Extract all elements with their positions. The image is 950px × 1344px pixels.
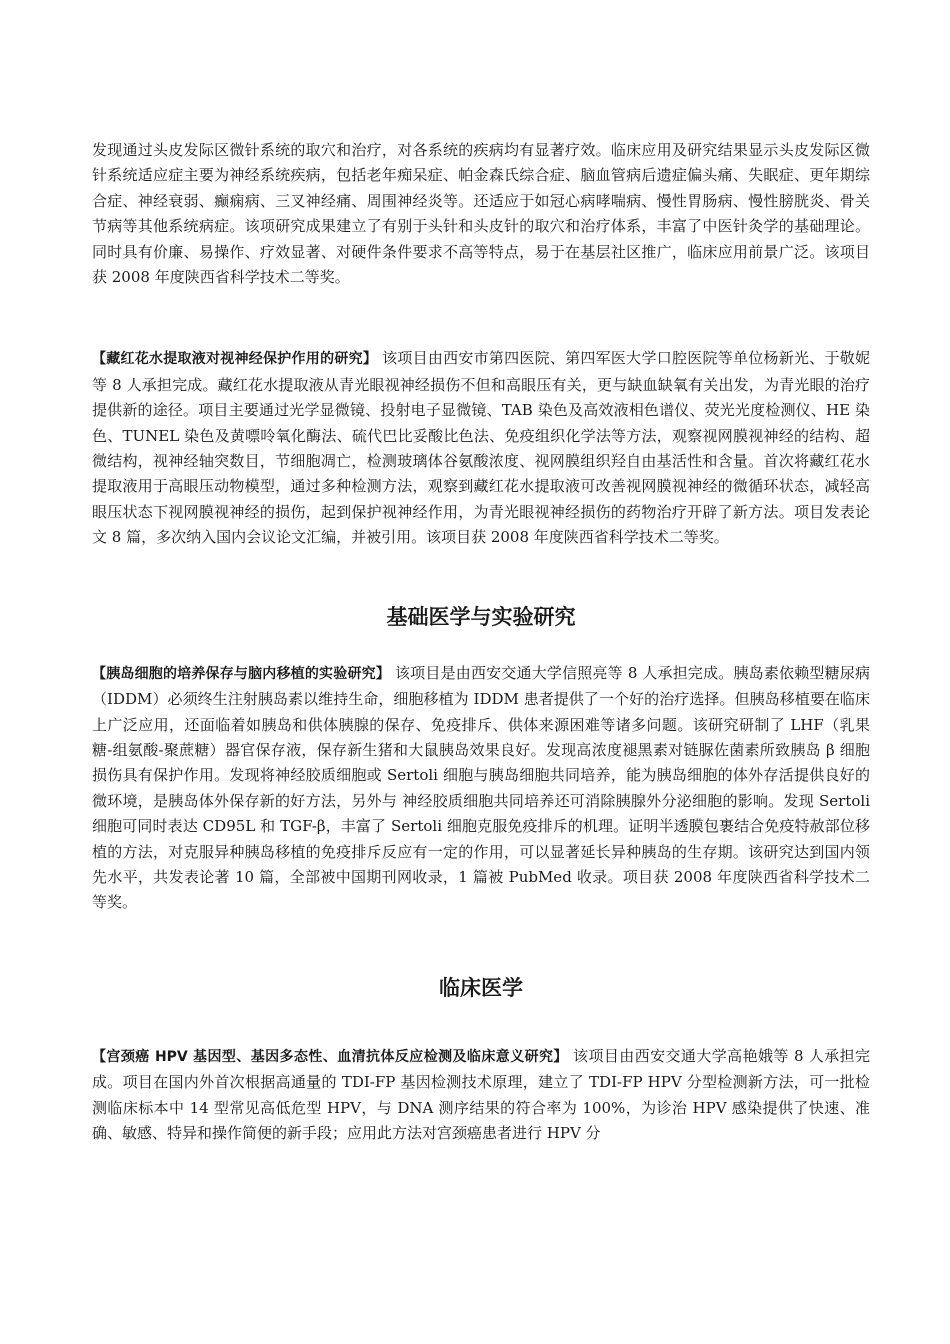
section-heading-clinical-medicine: 临床医学	[439, 975, 523, 1000]
section-heading-basic-medicine: 基础医学与实验研究	[386, 604, 576, 629]
paragraph-text: 该项目是由西安交通大学信照亮等 8 人承担完成。胰岛素依赖型糖尿病（IDDM）必须终生注射胰岛素以维持生命，细胞移植为 IDDM 患者提供了一个好的治疗选择。但胰岛移植要在临床上广泛应用，还面临着如胰岛和供体胰腺的保存、免疫排斥、供体来源困难等诸多问题。该研究研制了 LHF（乳果糖-组氨酸-聚蔗糖）器官保存液，保存新生猪和大鼠胰岛效果良好。发现高浓度褪黑素对链脲佐菌素所致胰岛 β 细胞损伤具有保护作用。发现将神经胶质细胞或 Sertoli 细胞与胰岛细胞共同培养，能为胰岛细胞的体外存活提供良好的微环境，是胰岛体外保存新的好方法，另外与 神经胶质细胞共同培养还可消除胰腺外分泌细胞的影响。发现 Sertoli 细胞可同时表达 CD95L 和 TGF-β，丰富了 Sertoli 细胞克服免疫排斥的机理。证明半透膜包裹结合免疫特赦部位移植的方法，对克服异种胰岛移植的免疫排斥反应有一定的作用，可以显著延长异种胰岛的生存期。该研究达到国内领先水平，共发表论著 10 篇，全部被中国期刊网收录，1 篇被 PubMed 收录。项目获 2008 年度陕西省科学技术二等奖。	[92, 663, 871, 912]
paragraph-saffron-extract	[92, 346, 870, 550]
paragraph-text: 该项目由西安市第四医院、第四军医大学口腔医院等单位杨新光、于敬妮等 8 人承担完成。藏红花水提取液从青光眼视神经损伤不但和高眼压有关，更与缺血缺氧有关出发，为青光眼的治疗提供新的途径。项目主要通过光学显微镜、投射电子显微镜、TAB 染色及高效液相色谱仪、荧光光度检测仪、HE 染色、TUNEL 染色及黄嘌呤氧化酶法、硫代巴比妥酸比色法、免疫组织化学法等方法，观察视网膜视神经的结构、超微结构，视神经轴突数目，节细胞凋亡，检测玻璃体谷氨酸浓度、视网膜组织羟自由基活性和含量。首次将藏红花水提取液用于高眼压动物模型，通过多种检测方法，观察到藏红花水提取液可改善视网膜视神经的微循环状态，减轻高眼压状态下视网膜视神经的损伤，起到保护视神经作用，为青光眼视神经损伤的药物治疗开辟了新方法。项目发表论文 8 篇，多次纳入国内会议论文汇编，并被引用。该项目获 2008 年度陕西省科学技术二等奖。	[92, 349, 871, 547]
paragraph-title: 【藏红花水提取液对视神经保护作用的研究】	[92, 351, 378, 368]
paragraph-title: 【宫颈癌 HPV 基因型、基因多态性、血清抗体反应检测及临床意义研究】	[92, 1048, 568, 1065]
paragraph-scalp-microneedle	[92, 138, 870, 290]
paragraph-text: 发现通过头皮发际区微针系统的取穴和治疗，对各系统的疾病均有显著疗效。临床应用及研究结果显示头皮发际区微针系统适应症主要为神经系统疾病，包括老年痴呆症、帕金森氏综合症、脑血管病后遗症偏头痛、失眠症、更年期综合症、神经衰弱、癫痫病、三叉神经痛、周围神经炎等。还适应于如冠心病哮喘病、慢性胃肠病、慢性膀胱炎、骨关节病等其他系统病症。该项研究成果建立了有别于头针和头皮针的取穴和治疗体系，丰富了中医针灸学的基础理论。同时具有价廉、易操作、疗效显著、对硬件条件要求不高等特点，易于在基层社区推广，临床应用前景广泛。该项目获 2008 年度陕西省科学技术二等奖。	[92, 141, 870, 287]
paragraph-text: 该项目由西安交通大学高艳娥等 8 人承担完成。项目在国内外首次根据高通量的 TDI-FP 基因检测技术原理，建立了 TDI-FP HPV 分型检测新方法，可一批检测临床标本中 14 型常见高低危型 HPV，与 DNA 测序结果的符合率为 100%，为诊治 HPV 感染提供了快速、准确、敏感、特异和操作简便的新手段；应用此方法对宫颈癌患者进行 HPV 分	[92, 1046, 870, 1142]
paragraph-islet-cells	[92, 661, 870, 916]
paragraph-title: 【胰岛细胞的培养保存与脑内移植的实验研究】	[92, 665, 391, 682]
paragraph-cervical-cancer-hpv	[92, 1044, 870, 1147]
document-page	[92, 138, 870, 1146]
